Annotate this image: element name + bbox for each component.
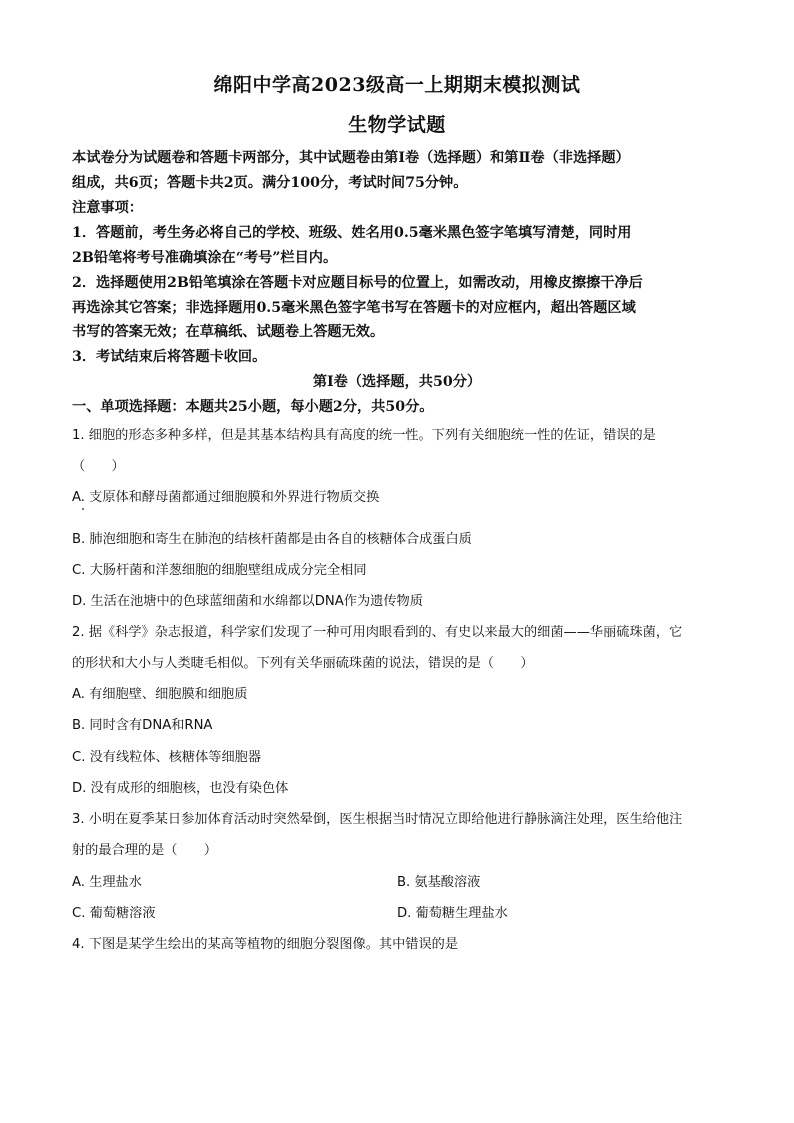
q2-option-b: B. 同时含有DNA和RNA (72, 718, 213, 733)
part-heading: 一、单项选择题：本题共25小题，每小题2分，共50分。 (72, 399, 434, 415)
notes-heading: 注意事项： (72, 200, 143, 216)
q2-option-a: A. 有细胞壁、细胞膜和细胞质 (72, 687, 248, 702)
q1-stem-line-1: 1. 细胞的形态多种多样，但是其基本结构具有高度的统一性。下列有关细胞统一性的佐证，错误的是 (72, 428, 656, 443)
note-2-line-2: 再选涂其它答案；非选择题用0.5毫米黑色签字笔书写在答题卡的对应框内，超出答题区域 (72, 300, 636, 316)
note-2-line-1: 2．选择题使用2B铅笔填涂在答题卡对应题目标号的位置上，如需改动，用橡皮擦擦干净后 (72, 275, 643, 291)
intro-line-2: 组成，共6页；答题卡共2页。满分100分，考试时间75分钟。 (72, 175, 468, 191)
q4-stem-line-1: 4. 下图是某学生绘出的某高等植物的细胞分裂图像。其中错误的是 (72, 937, 459, 952)
q2-stem-line-2: 的形状和大小与人类睫毛相似。下列有关华丽硫珠菌的说法，错误的是（ ） (72, 656, 534, 671)
note-1-line-1: 1．答题前，考生务必将自己的学校、班级、姓名用0.5毫米黑色签字笔填写清楚，同时用 (72, 225, 632, 241)
exam-subtitle: 生物学试题 (348, 114, 446, 136)
q1-option-c: C. 大肠杆菌和洋葱细胞的细胞壁组成成分完全相同 (72, 563, 367, 578)
q1-option-d: D. 生活在池塘中的色球蓝细菌和水绵都以DNA作为遗传物质 (72, 594, 423, 609)
note-2-line-3: 书写的答案无效；在草稿纸、试题卷上答题无效。 (72, 324, 385, 340)
note-3: 3．考试结束后将答题卡收回。 (72, 349, 267, 365)
note-1-line-2: 2B铅笔将考号准确填涂在“考号”栏目内。 (72, 250, 338, 266)
intro-line-1: 本试卷分为试题卷和答题卡两部分，其中试题卷由第Ⅰ卷（选择题）和第Ⅱ卷（非选择题） (72, 150, 630, 166)
q3-stem-line-2: 射的最合理的是（ ） (72, 843, 218, 858)
stray-mark (82, 508, 84, 510)
q2-option-d: D. 没有成形的细胞核，也没有染色体 (72, 781, 289, 796)
q3-stem-line-1: 3. 小明在夏季某日参加体育活动时突然晕倒，医生根据当时情况立即给他进行静脉滴注处理，医生给他注 (72, 812, 683, 827)
q3-option-d: D. 葡萄糖生理盐水 (397, 906, 508, 921)
q2-option-c: C. 没有线粒体、核糖体等细胞器 (72, 750, 262, 765)
section-title: 第Ⅰ卷（选择题，共50分） (312, 374, 482, 390)
q1-option-a: A. 支原体和酵母菌都通过细胞膜和外界进行物质交换 (72, 490, 380, 505)
q3-option-c: C. 葡萄糖溶液 (72, 906, 156, 921)
q1-option-b: B. 肺泡细胞和寄生在肺泡的结核杆菌都是由各自的核糖体合成蛋白质 (72, 532, 472, 547)
q2-stem-line-1: 2. 据《科学》杂志报道，科学家们发现了一种可用肉眼看到的、有史以来最大的细菌——华丽硫珠菌，它 (72, 625, 683, 640)
q3-option-b: B. 氨基酸溶液 (397, 875, 481, 890)
q3-option-a: A. 生理盐水 (72, 875, 142, 890)
q1-stem-line-2: （ ） (72, 459, 125, 474)
exam-title: 绵阳中学高2023级高一上期期末模拟测试 (213, 74, 581, 96)
